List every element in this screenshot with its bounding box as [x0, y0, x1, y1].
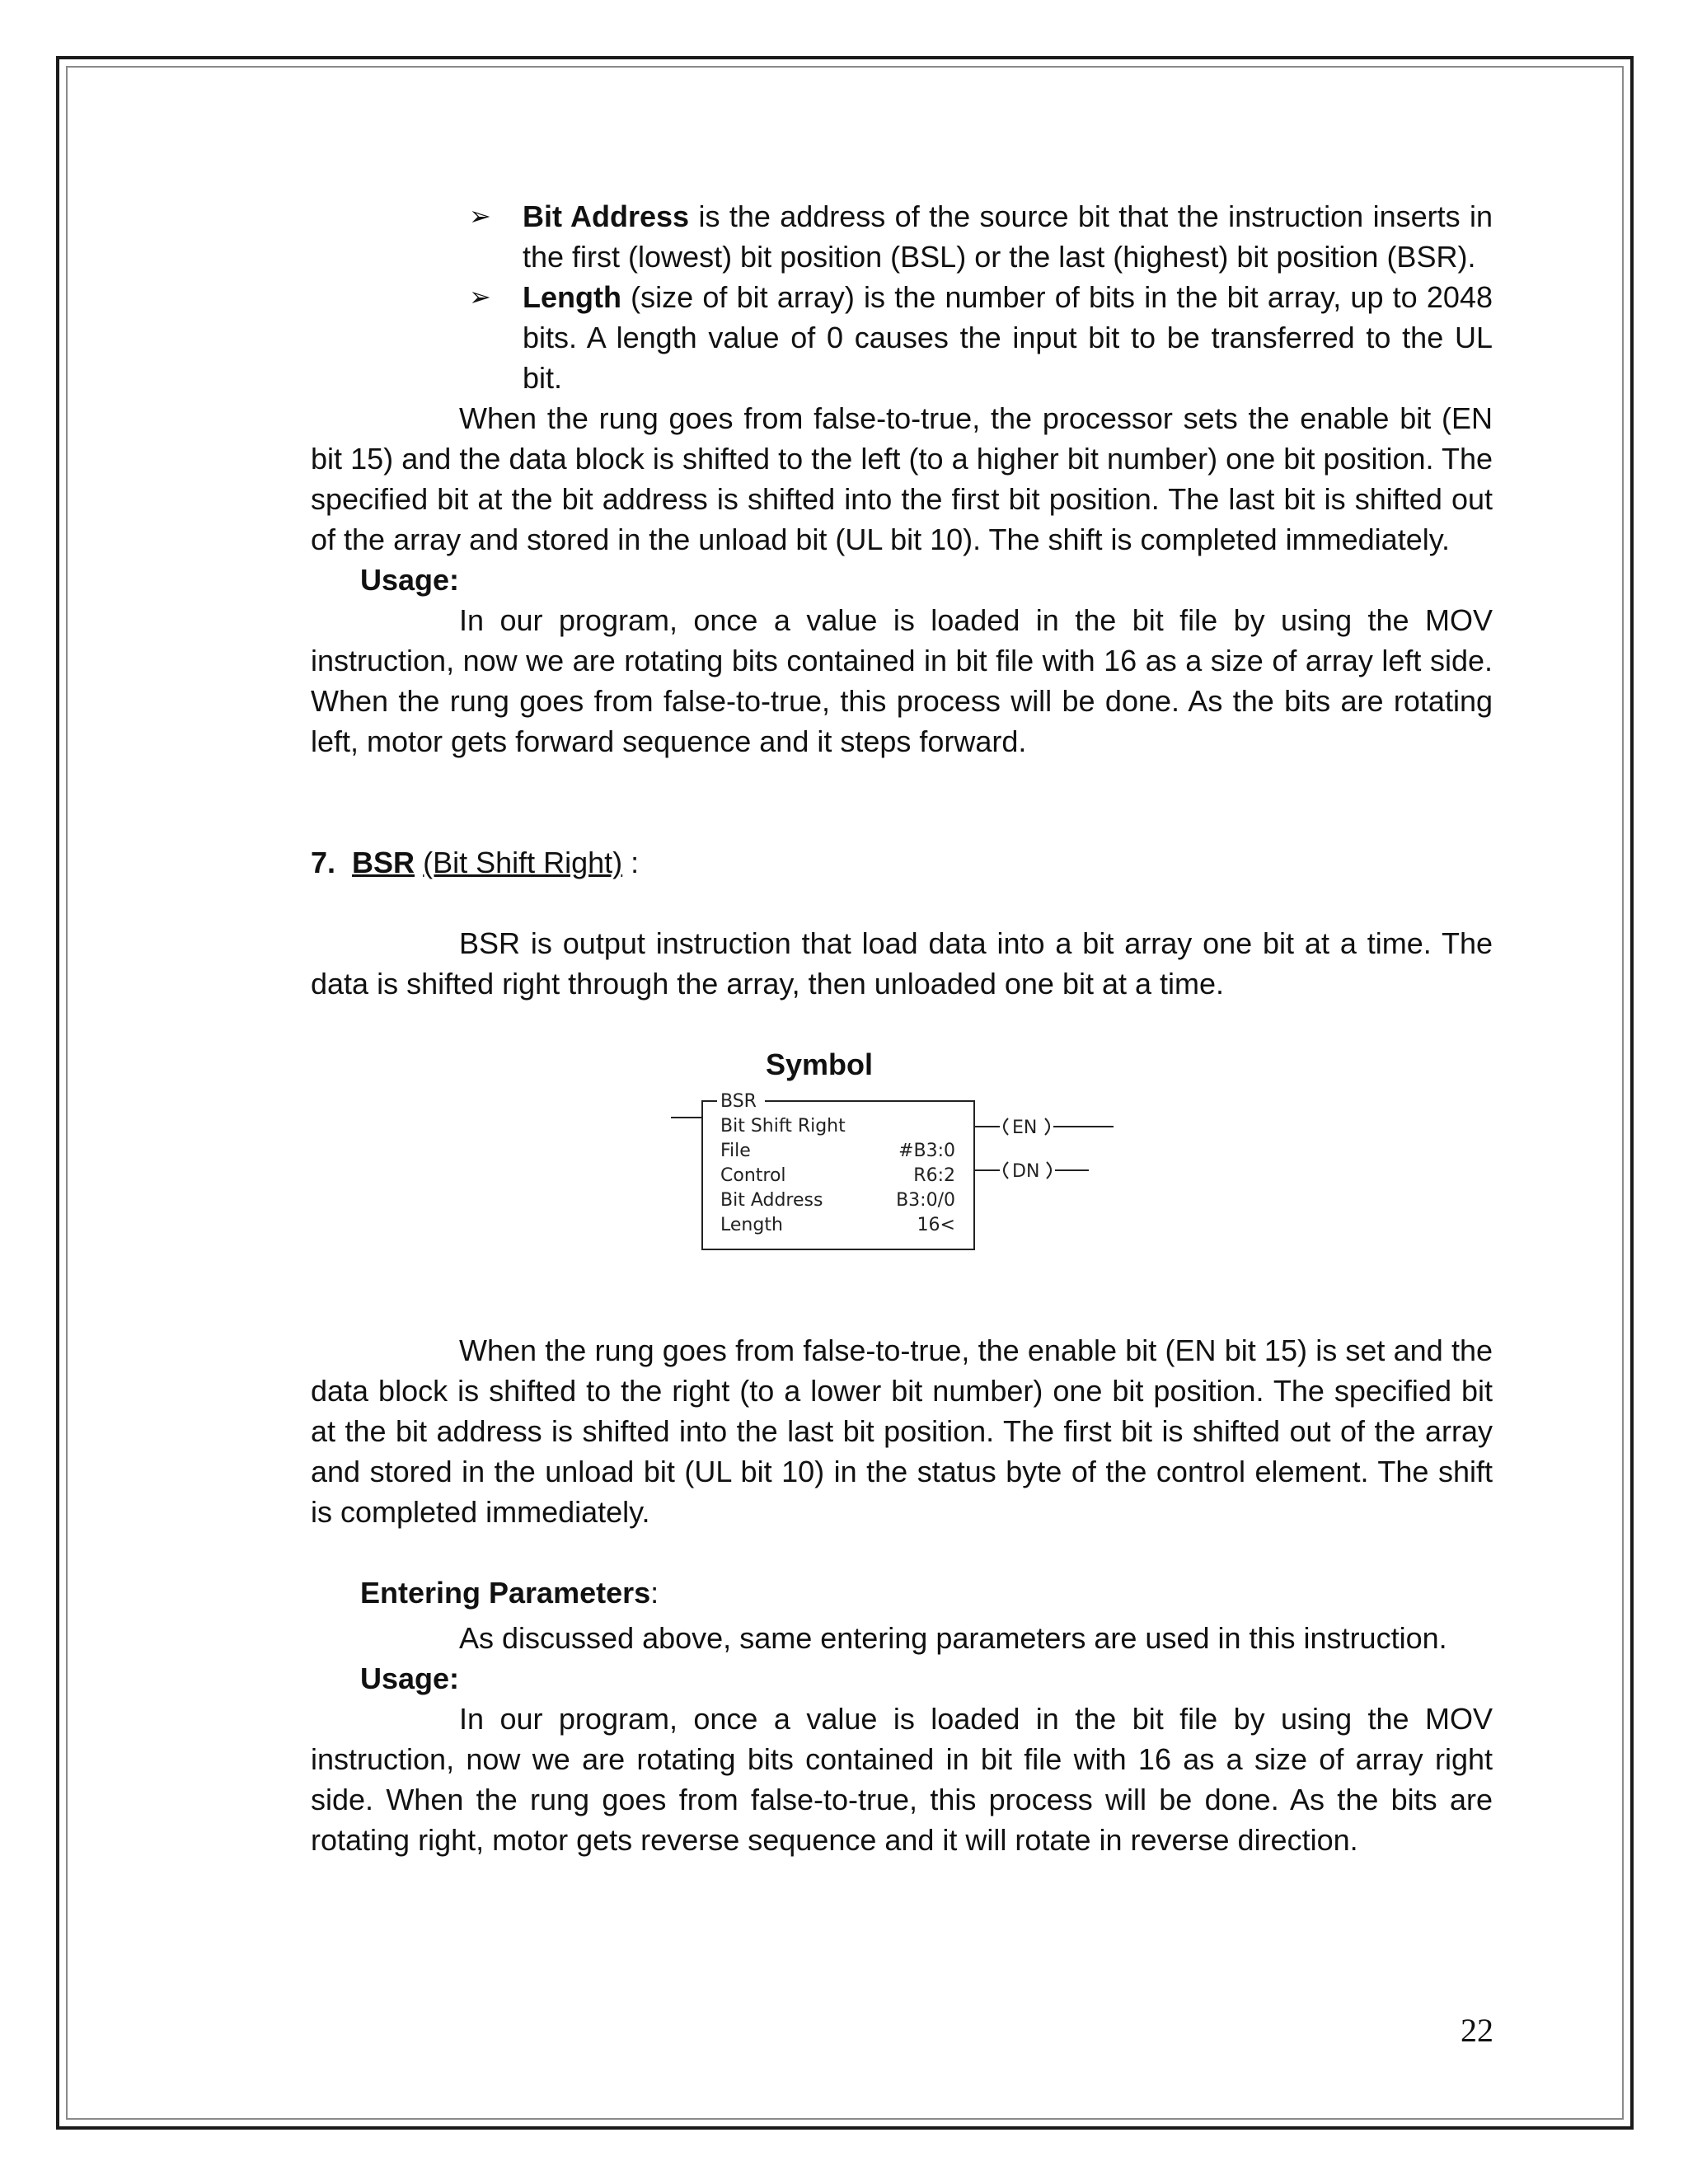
bullet-text: (size of bit array) is the number of bits in the bit array, up to 2048 bits. A length value of 0 causes the input bit to be transferred to the UL bit.	[523, 280, 1493, 395]
param-value: R6:2	[913, 1165, 955, 1186]
bullet-term: Length	[523, 280, 621, 314]
dn-coil-left	[1004, 1162, 1008, 1179]
section-abbr: BSR	[352, 846, 415, 879]
block-description: Bit Shift Right	[720, 1116, 846, 1137]
entering-paragraph: As discussed above, same entering parameters are used in this instruction.	[459, 1621, 1447, 1655]
bsr-operation-paragraph: When the rung goes from false-to-true, the enable bit (EN bit 15) is set and the data block is shifted to the right (to a lower bit number) one bit position. The specified bit at the bit address is shifted into the last bit position. The first bit is shifted out of the array and stored in the unload bit (UL bit 10) in the status byte of the control element. The shift is completed immediately.	[311, 1333, 1493, 1529]
entering-colon: :	[650, 1576, 659, 1610]
bsl-operation-paragraph: When the rung goes from false-to-true, the processor sets the enable bit (EN bit 15) and the data block is shifted to the left (to a higher bit number) one bit position. The specified bit at the bit address is shifted into the first bit position. The last bit is shifted out of the array and stored in the unload bit (UL bit 10). The shift is completed immediately.	[311, 401, 1493, 556]
bullet-length	[311, 277, 1493, 398]
usage-paragraph: In our program, once a value is loaded in the bit file by using the MOV instruction, now we are rotating bits contained in bit file with 16 as a size of array right side. When the rung goes from false-to-true, this process will be done. As the bits are rotating right, motor gets reverse sequence and it will rotate in reverse direction.	[311, 1702, 1493, 1857]
param-label: Control	[720, 1165, 786, 1186]
section-number: 7.	[311, 846, 336, 879]
bullet-text: is the address of the source bit that the instruction inserts in the first (lowest) bit position (BSL) or the last (highest) bit position (BSR).	[523, 199, 1493, 274]
en-coil-right	[1045, 1118, 1049, 1135]
page-content	[311, 196, 1493, 1860]
dn-coil-right	[1047, 1162, 1051, 1179]
bsr-ladder-diagram	[311, 1091, 1493, 1266]
en-coil-label: EN	[1012, 1118, 1038, 1138]
section-colon: :	[622, 846, 640, 879]
param-value: B3:0/0	[896, 1190, 955, 1211]
page-number: 22	[1461, 2012, 1493, 2049]
param-label: File	[720, 1141, 751, 1161]
dn-coil-label: DN	[1012, 1161, 1040, 1182]
param-value: #B3:0	[898, 1141, 955, 1161]
arrow-bullet-icon: ➢	[469, 282, 491, 312]
arrow-bullet-icon: ➢	[469, 201, 491, 231]
param-value: 16<	[917, 1215, 955, 1235]
section-name: (Bit Shift Right)	[423, 846, 623, 879]
usage-paragraph: In our program, once a value is loaded in the bit file by using the MOV instruction, now we are rotating bits contained in bit file with 16 as a size of array left side. When the rung goes from false-to-true, this process will be done. As the bits are rotating left, motor gets forward sequence and it steps forward.	[311, 603, 1493, 758]
section-heading-bsr	[311, 842, 1493, 883]
bullet-term: Bit Address	[523, 199, 690, 233]
param-label: Length	[720, 1215, 783, 1235]
block-mnemonic: BSR	[720, 1091, 757, 1112]
symbol-title: Symbol	[765, 1047, 874, 1081]
entering-parameters-heading	[311, 1572, 1493, 1613]
usage-label: Usage:	[360, 563, 460, 597]
bsr-intro-paragraph: BSR is output instruction that load data into a bit array one bit at a time. The data is shifted right through the array, then unloaded one bit at a time.	[311, 926, 1493, 1001]
bsr-ladder-symbol	[311, 1091, 1493, 1266]
bullet-bit-address	[311, 196, 1493, 277]
entering-label: Entering Parameters	[360, 1576, 651, 1610]
param-label: Bit Address	[720, 1190, 823, 1211]
en-coil-left	[1004, 1118, 1008, 1135]
usage-label: Usage:	[360, 1661, 460, 1695]
